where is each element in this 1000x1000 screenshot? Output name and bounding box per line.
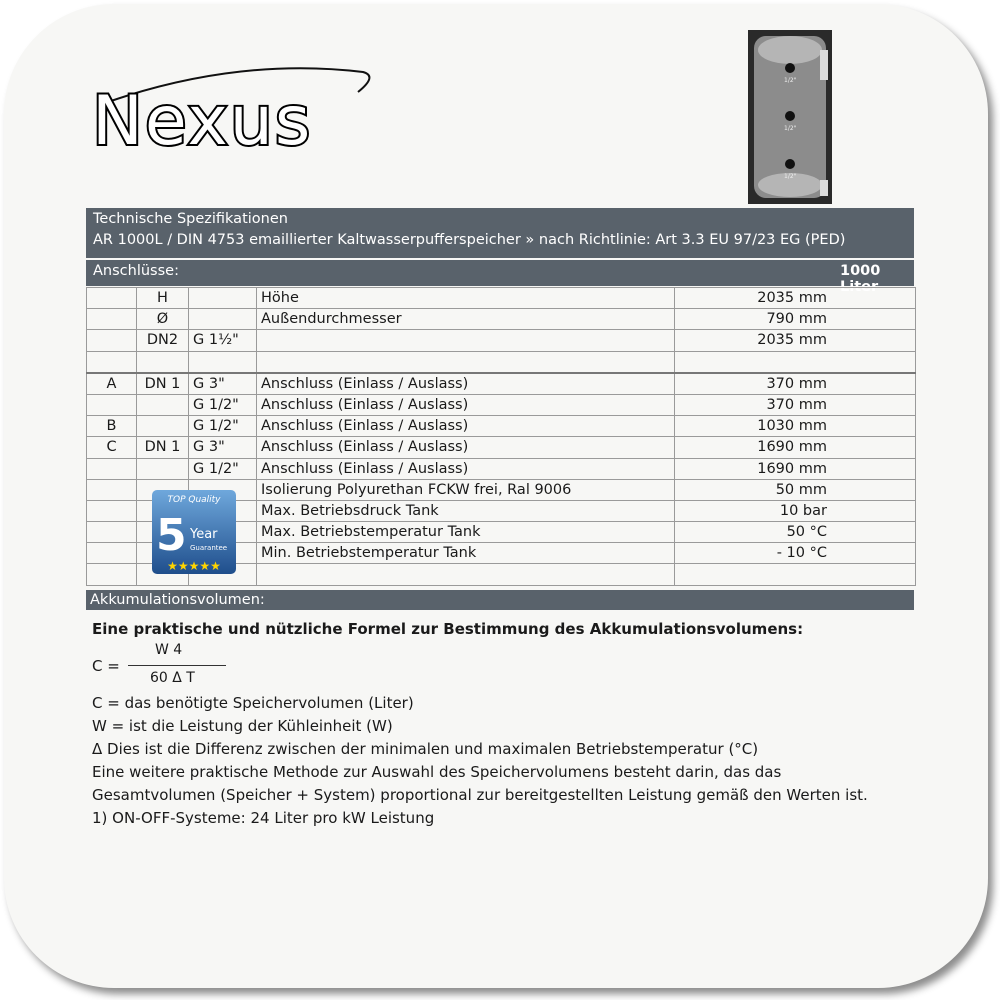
table-row bbox=[87, 351, 916, 373]
spec-subtitle: AR 1000L / DIN 4753 emaillierter Kaltwasserpufferspeicher » nach Richtlinie: Art 3.3 EU 97/23 EG (PED) bbox=[93, 232, 846, 248]
formula-denominator: 60 Δ T bbox=[150, 670, 195, 686]
formula-lhs: C = bbox=[92, 657, 120, 675]
table-row bbox=[87, 416, 916, 437]
table-cell-d bbox=[257, 351, 675, 373]
table-cell-e: 370 mm bbox=[675, 373, 916, 395]
table-cell-d: Höhe bbox=[257, 288, 675, 309]
badge-stars: ★★★★★ bbox=[167, 559, 221, 573]
logo-text: Nexus bbox=[92, 82, 313, 161]
table-row bbox=[87, 394, 916, 415]
table-cell-b: DN2 bbox=[137, 330, 189, 351]
table-cell-d: Min. Betriebstemperatur Tank bbox=[257, 543, 675, 564]
table-row bbox=[87, 309, 916, 330]
badge-word: Year bbox=[190, 527, 218, 542]
table-cell-e bbox=[675, 351, 916, 373]
tank-label: 1/2" bbox=[784, 125, 797, 132]
table-cell-a bbox=[87, 522, 137, 543]
table-cell-b: DN 1 bbox=[137, 437, 189, 458]
table-cell-d: Anschluss (Einlass / Auslass) bbox=[257, 373, 675, 395]
table-cell-e: 790 mm bbox=[675, 309, 916, 330]
formula-divider bbox=[128, 665, 226, 666]
table-cell-e: 2035 mm bbox=[675, 330, 916, 351]
table-cell-c: G 1/2" bbox=[189, 458, 257, 479]
table-cell-d: Anschluss (Einlass / Auslass) bbox=[257, 437, 675, 458]
akku-line: W = ist die Leistung der Kühleinheit (W) bbox=[92, 717, 393, 735]
table-cell-a bbox=[87, 479, 137, 500]
table-cell-e: 50 mm bbox=[675, 479, 916, 500]
table-cell-b: DN 1 bbox=[137, 373, 189, 395]
nexus-logo bbox=[88, 62, 388, 162]
table-row bbox=[87, 437, 916, 458]
badge-top: TOP Quality bbox=[167, 495, 221, 505]
akku-line: C = das benötigte Speichervolumen (Liter) bbox=[92, 694, 414, 712]
table-cell-d: Außendurchmesser bbox=[257, 309, 675, 330]
table-cell-c bbox=[189, 351, 257, 373]
table-cell-b bbox=[137, 351, 189, 373]
table-cell-a: A bbox=[87, 373, 137, 395]
connections-header bbox=[86, 260, 914, 295]
table-cell-e: 10 bar bbox=[675, 500, 916, 521]
table-cell-d: Anschluss (Einlass / Auslass) bbox=[257, 416, 675, 437]
spec-title: Technische Spezifikationen bbox=[93, 211, 288, 227]
table-cell-b bbox=[137, 394, 189, 415]
akku-line: Eine weitere praktische Methode zur Auswahl des Speichervolumens besteht darin, das das bbox=[92, 763, 782, 781]
akku-line: Δ Dies ist die Differenz zwischen der minimalen und maximalen Betriebstemperatur (°C) bbox=[92, 740, 759, 758]
table-cell-c bbox=[189, 288, 257, 309]
table-row bbox=[87, 288, 916, 309]
table-cell-e: 1690 mm bbox=[675, 458, 916, 479]
table-cell-e: 1030 mm bbox=[675, 416, 916, 437]
table-cell-d: Isolierung Polyurethan FCKW frei, Ral 9006 bbox=[257, 479, 675, 500]
table-cell-c: G 3" bbox=[189, 437, 257, 458]
table-cell-d bbox=[257, 330, 675, 351]
akku-line: Gesamtvolumen (Speicher + System) proportional zur bereitgestellten Leistung gemäß den Werten ist. bbox=[92, 786, 868, 804]
table-cell-b: Ø bbox=[137, 309, 189, 330]
tank-image bbox=[748, 30, 832, 204]
table-cell-a bbox=[87, 288, 137, 309]
table-cell-e: 2035 mm bbox=[675, 288, 916, 309]
akku-line: 1) ON-OFF-Systeme: 24 Liter pro kW Leistung bbox=[92, 809, 435, 827]
akku-heading: Eine praktische und nützliche Formel zur Bestimmung des Akkumulationsvolumens: bbox=[92, 620, 804, 638]
table-cell-e: - 10 °C bbox=[675, 543, 916, 564]
table-cell-c bbox=[189, 309, 257, 330]
table-cell-d: Max. Betriebstemperatur Tank bbox=[257, 522, 675, 543]
akku-header: Akkumulationsvolumen: bbox=[86, 590, 914, 610]
spec-header bbox=[86, 208, 914, 258]
tank-label: 1/2" bbox=[784, 173, 797, 180]
table-cell-d: Anschluss (Einlass / Auslass) bbox=[257, 394, 675, 415]
table-cell-c: G 1/2" bbox=[189, 416, 257, 437]
table-cell-b bbox=[137, 416, 189, 437]
capacity-label: 1000 Liter bbox=[840, 263, 881, 295]
table-cell-a: C bbox=[87, 437, 137, 458]
table-cell-b: H bbox=[137, 288, 189, 309]
table-cell-a bbox=[87, 394, 137, 415]
badge-sub: Guarantee bbox=[190, 544, 228, 552]
table-cell-e: 370 mm bbox=[675, 394, 916, 415]
table-cell-d bbox=[257, 564, 675, 585]
table-cell-a bbox=[87, 309, 137, 330]
guarantee-badge bbox=[152, 490, 236, 574]
table-cell-c: G 3" bbox=[189, 373, 257, 395]
table-cell-b bbox=[137, 458, 189, 479]
table-cell-a bbox=[87, 500, 137, 521]
table-cell-e: 50 °C bbox=[675, 522, 916, 543]
table-row bbox=[87, 458, 916, 479]
table-cell-a bbox=[87, 543, 137, 564]
table-cell-d: Max. Betriebsdruck Tank bbox=[257, 500, 675, 521]
connections-label: Anschlüsse: bbox=[93, 263, 179, 279]
table-cell-c: G 1½" bbox=[189, 330, 257, 351]
formula-numerator: W 4 bbox=[155, 642, 183, 658]
table-row bbox=[87, 373, 916, 395]
table-cell-a bbox=[87, 458, 137, 479]
table-cell-e: 1690 mm bbox=[675, 437, 916, 458]
badge-number: 5 bbox=[156, 510, 187, 561]
tank-label: 1/2" bbox=[784, 77, 797, 84]
table-cell-a: B bbox=[87, 416, 137, 437]
table-cell-a bbox=[87, 330, 137, 351]
table-row bbox=[87, 330, 916, 351]
table-cell-d: Anschluss (Einlass / Auslass) bbox=[257, 458, 675, 479]
table-cell-a bbox=[87, 351, 137, 373]
table-cell-e bbox=[675, 564, 916, 585]
table-cell-c: G 1/2" bbox=[189, 394, 257, 415]
table-cell-a bbox=[87, 564, 137, 585]
